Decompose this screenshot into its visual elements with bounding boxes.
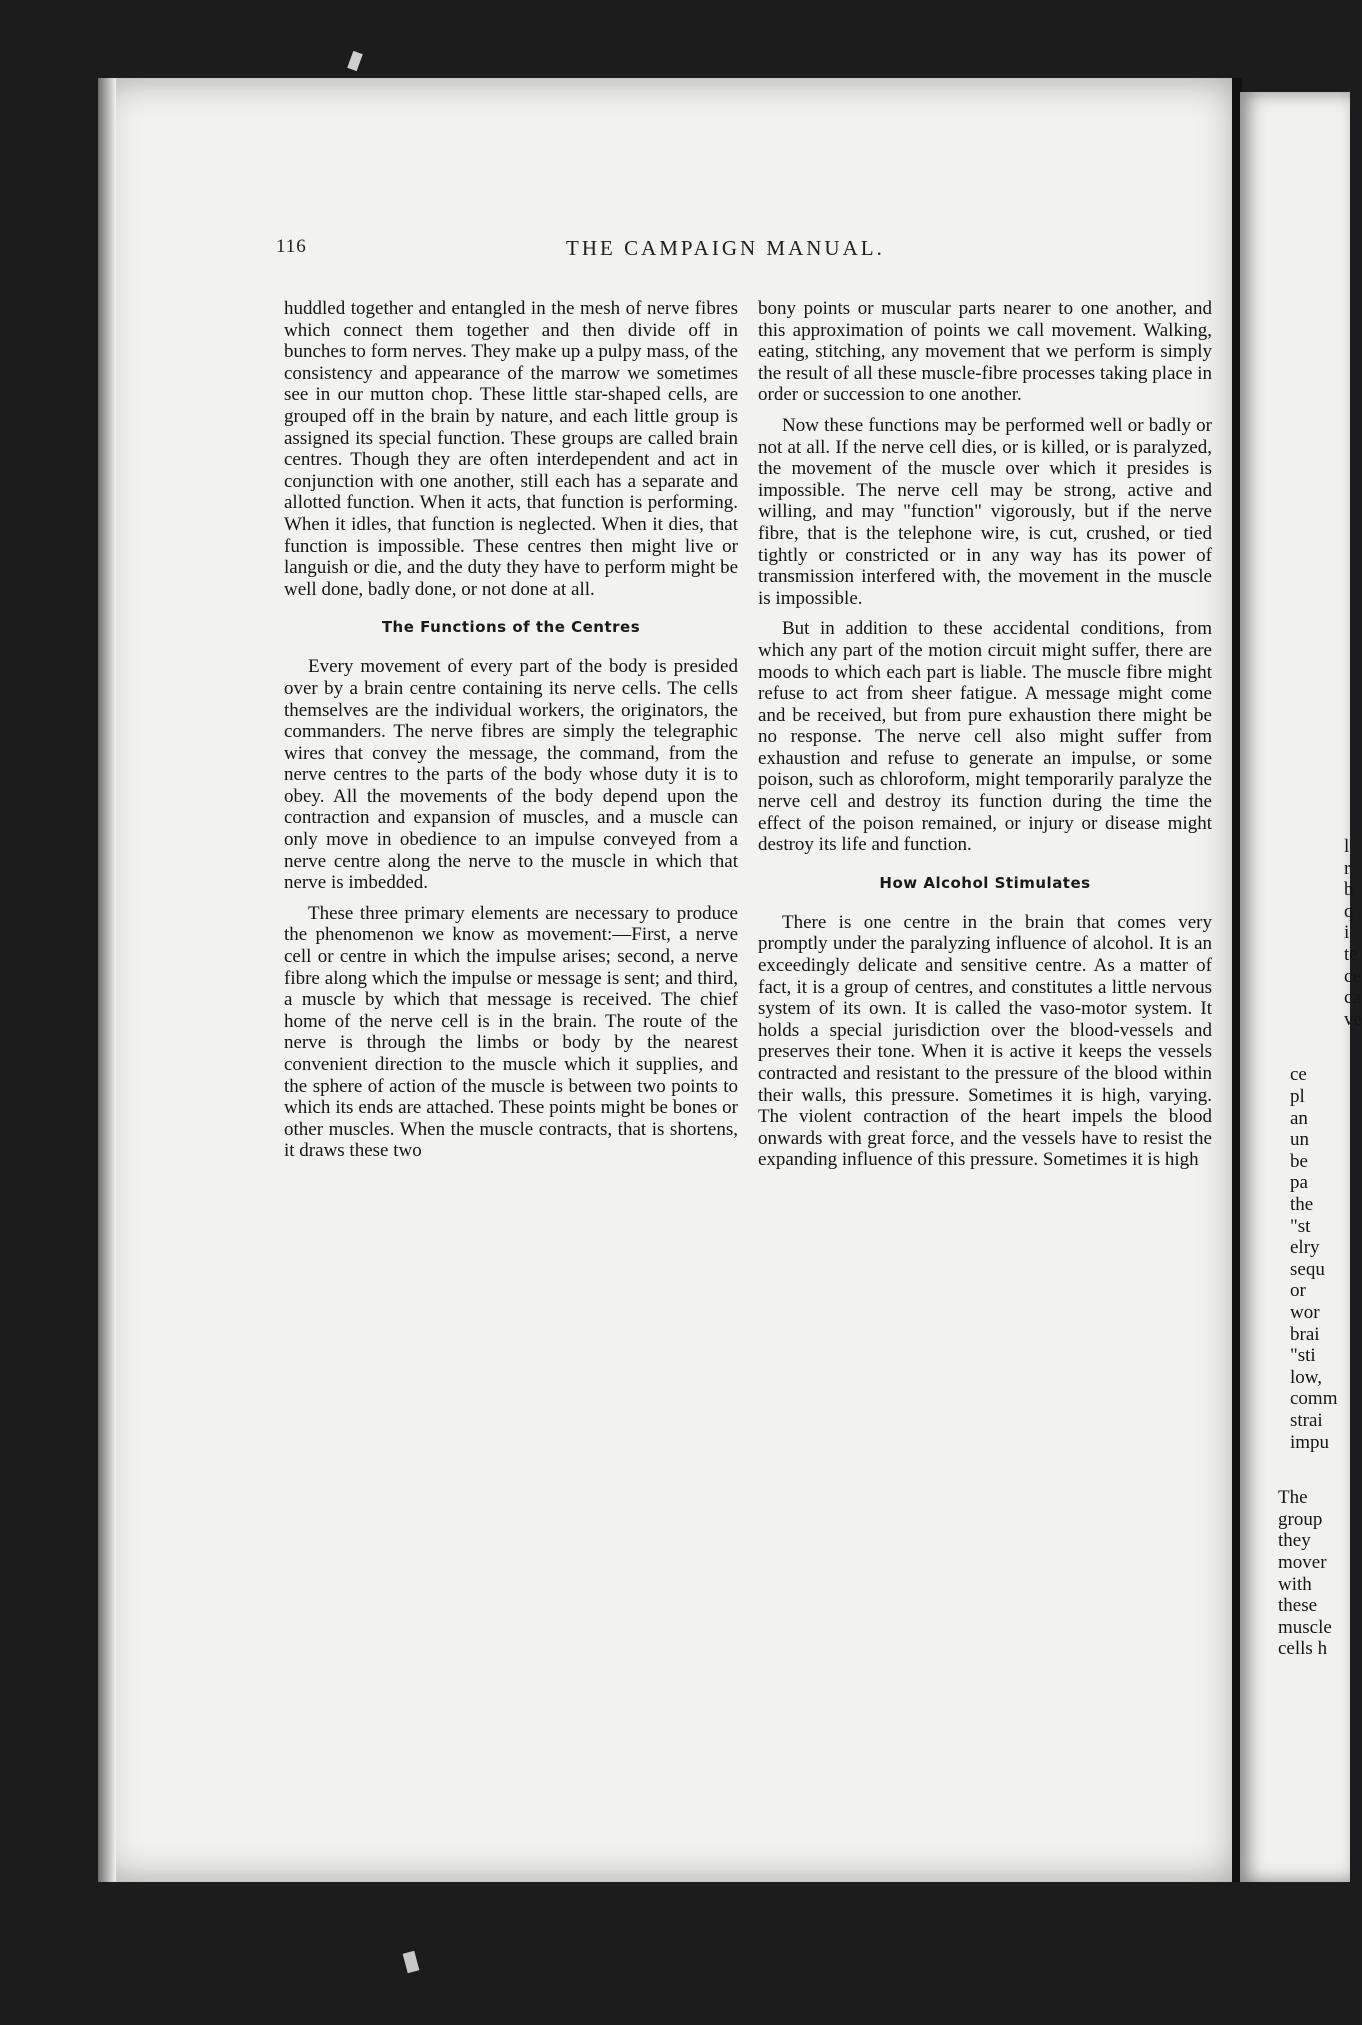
next-page-line: The [1278, 1487, 1308, 1509]
next-page-line: with [1278, 1573, 1312, 1595]
next-page-line: an [1290, 1107, 1308, 1129]
next-page-line: ca [1344, 987, 1361, 1009]
paragraph: bony points or muscular parts nearer to one another, and this approximation of points we call movement. Walking, eating, stitching, any movement that we perform is simply the result of all these muscle-fibre processes taking place in order or succession to one another. [758, 298, 1212, 406]
page-number: 116 [276, 236, 307, 257]
scan-artifact [403, 1951, 420, 1973]
next-page-line: these [1278, 1595, 1318, 1617]
next-page-line: pa [1290, 1172, 1308, 1194]
next-page-line: comm [1290, 1388, 1338, 1410]
text-column-right [758, 298, 1212, 1180]
next-page-line: brai [1290, 1323, 1320, 1345]
next-page-line: r [1344, 857, 1351, 879]
next-page-line: un [1290, 1129, 1309, 1151]
next-page-line: ce [1344, 965, 1361, 987]
next-page-line: strai [1290, 1410, 1323, 1431]
next-page-line: group [1278, 1508, 1323, 1530]
next-page-line: ce [1290, 1064, 1307, 1086]
paragraph: huddled together and entangled in the mesh of nerve fibres which connect them together and then divide off in bunches to form nerves. They make up a pulpy mass, of the consistency and appearance of the marrow we sometimes see in our mutton chop. These little star-shaped cells, are grouped off in the brain by nature, and each little group is assigned its special function. These groups are called brain centres. Though they are often interdependent and act in conjunction with one another, still each has a separate and allotted function. When it acts, that function is performing. When it idles, that function is neglected. When it dies, that function is impossible. These centres then might live or languish or die, and the duty they have to perform might be well done, badly done, or not done at all. [284, 298, 738, 600]
paragraph: These three primary elements are necessary to produce the phenomenon we know as movement:—First, a nerve cell or centre in which the impulse arises; second, a nerve fibre along which the impulse or message is sent; and third, a muscle by which that message is received. The chief home of the nerve cell is in the brain. The route of the nerve is through the limbs or body by the nearest convenient direction to the muscle which it supplies, and the sphere of action of the muscle is between two points to which its ends are attached. These points might be bones or other muscles. When the muscle contracts, that is shortens, it draws these two [284, 902, 738, 1162]
next-page-line: the [1290, 1194, 1314, 1215]
next-page-line: they [1278, 1530, 1311, 1552]
next-page-line: muscle [1278, 1616, 1332, 1638]
section-heading: How Alcohol Stimulates [879, 873, 1091, 892]
paragraph: Every movement of every part of the body is presided over by a brain centre containing its nerve cells. The cells themselves are the individual workers, the originators, the commanders. The nerve fibres are simply the telegraphic wires that convey the message, the command, from the nerve centres to the parts of the body whose duty it is to obey. All the movements of the body depend upon the contraction and expansion of muscles, and a muscle can only move in obedience to an impulse conveyed from a nerve centre along the nerve to the muscle in which that nerve is imbedded. [284, 656, 738, 894]
next-page-line: "st [1290, 1215, 1311, 1237]
next-page-line: be [1290, 1150, 1308, 1172]
paragraph: Now these functions may be performed well or badly or not at all. If the nerve cell dies, or is killed, or is paralyzed, the movement of the muscle over which it presides is impossible. The nerve cell may be strong, active and willing, and may "function" vigorously, but if the nerve fibre, that is the telephone wire, is cut, crushed, or tied tightly or constricted or in any way has its power of transmission interfered with, the movement in the muscle is impossible. [758, 414, 1212, 609]
next-page-line: cells h [1278, 1638, 1328, 1660]
next-page-line: wor [1290, 1302, 1320, 1323]
next-page-line: sequ [1290, 1258, 1325, 1280]
next-page-line: i [1344, 922, 1350, 944]
next-page-line: or [1290, 1280, 1306, 1302]
next-page-line: q [1344, 900, 1354, 922]
running-title: THE CAMPAIGN MANUAL. [566, 236, 885, 260]
scan-artifact [347, 51, 363, 71]
next-page-line: elry [1290, 1237, 1320, 1259]
running-head [276, 236, 1214, 266]
next-page-line: pl [1290, 1086, 1305, 1107]
section-heading: The Functions of the Centres [381, 618, 641, 637]
next-page-line: b [1344, 879, 1354, 901]
page-edge-shadow [98, 78, 116, 1882]
text-column-left [284, 298, 738, 1171]
paragraph: There is one centre in the brain that comes very promptly under the paralyzing influence of alcohol. It is an exceedingly delicate and sensitive centre. As a matter of fact, it is a group of centres, and constitutes a little nervous system of its own. It is called the vaso-motor system. It holds a special jurisdiction over the blood-vessels and preserves their tone. When it is active it keeps the vessels contracted and resistant to the pressure of the blood within their walls, this pressure. Sometimes it is high, varying. The violent contraction of the heart impels the blood onwards with great force, and the vessels have to resist the expanding influence of this pressure. Sometimes it is high [758, 911, 1212, 1171]
next-page-line: impu [1290, 1431, 1330, 1453]
paragraph: But in addition to these accidental conditions, from which any part of the motion circuit might suffer, there are moods to which each part is liable. The muscle fibre might refuse to act from sheer fatigue. A message might come and be received, but from pure exhaustion there might be no response. The nerve cell also might suffer from exhaustion and refuse to generate an impulse, or some poison, such as chloroform, might temporarily paralyze the nerve cell and destroy its function during the time the effect of the poison remained, or injury or disease might destroy its life and function. [758, 618, 1212, 856]
next-page-line: "sti [1290, 1345, 1316, 1367]
next-page-line: low, [1290, 1366, 1323, 1388]
next-page-line: l [1344, 836, 1350, 857]
next-page-line: ve [1344, 1008, 1362, 1030]
next-page-line: te [1344, 944, 1358, 965]
next-page-line: mover [1278, 1552, 1327, 1573]
